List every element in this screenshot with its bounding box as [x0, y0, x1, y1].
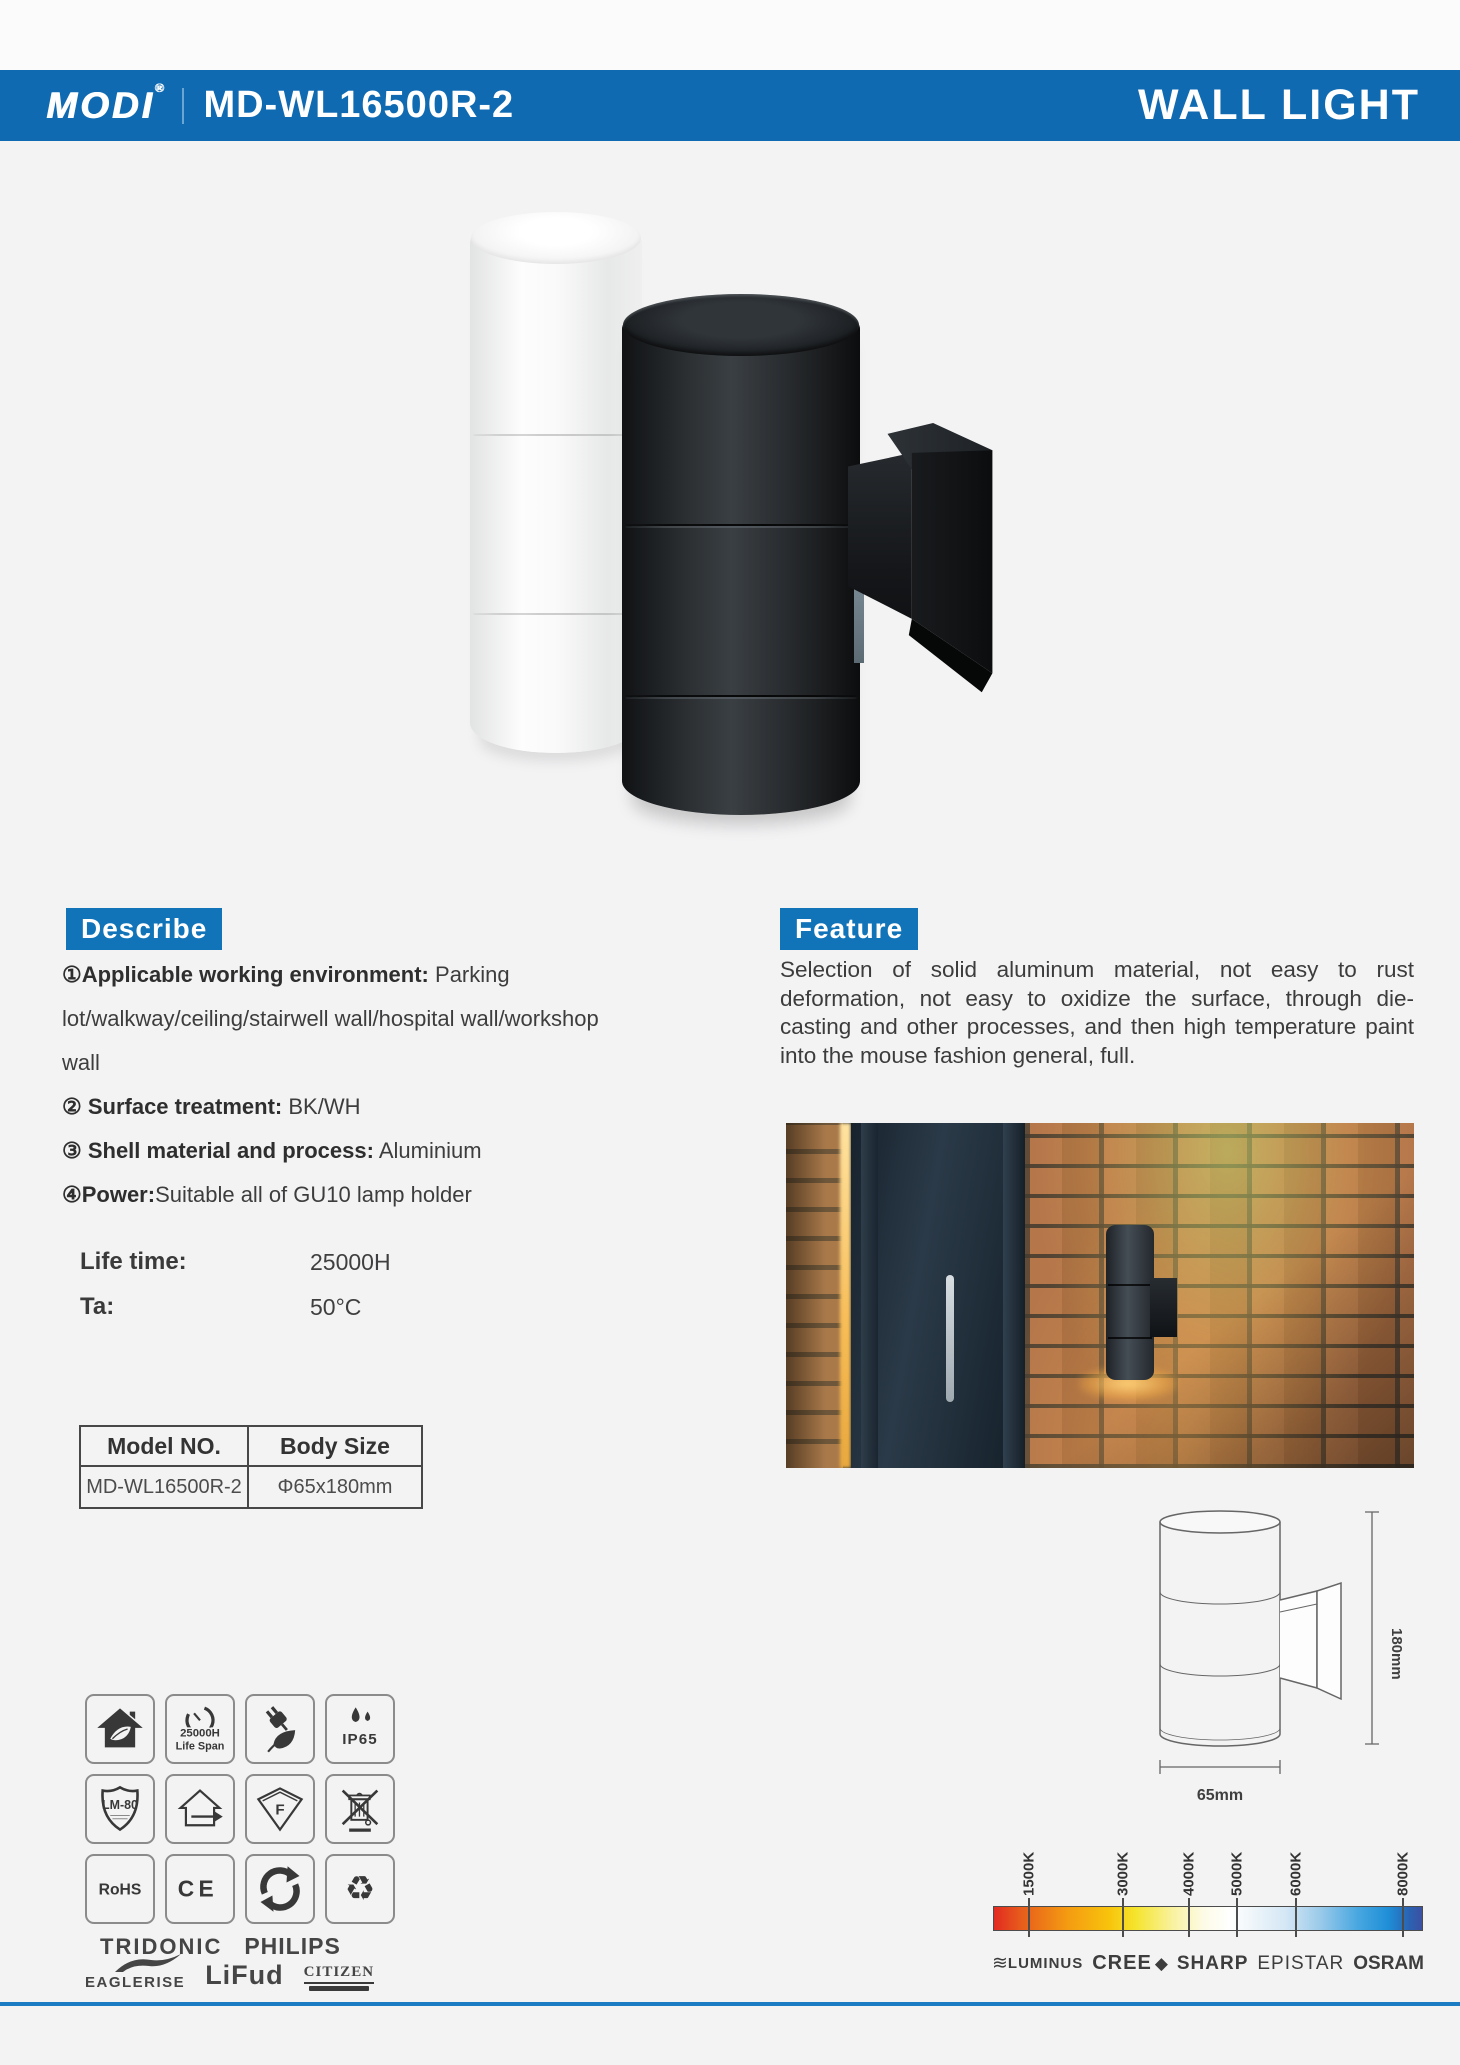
white-light-top-cap: [471, 212, 641, 264]
describe-section-title: Describe: [66, 908, 222, 950]
svg-text:25000H: 25000H: [180, 1727, 220, 1740]
dimension-drawing: [1105, 1492, 1405, 1812]
svg-text:CE: CE: [177, 1875, 218, 1902]
header-bar: [0, 70, 1460, 141]
epistar-logo: EPISTAR: [1257, 1952, 1345, 1974]
seam-line: [473, 613, 639, 615]
page-title: WALL LIGHT: [1138, 81, 1420, 129]
tridonic-logo: TRIDONIC: [100, 1934, 223, 1959]
citizen-tagline-bar: [309, 1986, 370, 1991]
brand-logo: [46, 80, 167, 127]
philips-logo: PHILIPS: [244, 1933, 341, 1959]
ta-label: Ta:: [80, 1293, 115, 1320]
energy-saving-plug-icon: [245, 1694, 315, 1764]
photo-fixture-bracket: [1150, 1278, 1176, 1337]
table-row: [80, 1466, 422, 1508]
lm80-shield-icon: [85, 1774, 155, 1844]
white-wall-light: [470, 213, 642, 753]
eaglerise-logo: EAGLERISE: [85, 1960, 185, 1991]
black-light-top-cap: [623, 294, 859, 356]
lifespan-icon: [165, 1694, 235, 1764]
black-wall-light: [622, 295, 860, 815]
sharp-logo: SHARP: [1176, 1952, 1249, 1974]
table-cell-bodysize: Φ65x180mm: [248, 1466, 422, 1508]
table-cell-model: MD-WL16500R-2: [80, 1466, 248, 1508]
svg-text:180mm: 180mm: [1388, 1628, 1405, 1680]
table-header-bodysize: Body Size: [248, 1426, 422, 1466]
life-time-row: [80, 1248, 560, 1276]
bottom-rule: [0, 2002, 1460, 2006]
recyclable-icon: ♻: [325, 1854, 395, 1924]
application-photo: [786, 1123, 1414, 1468]
ct-tick: [1122, 1898, 1124, 1937]
driver-partner-logos-row2: [85, 1960, 415, 1991]
seam-line: [1108, 1284, 1152, 1286]
top-margin-strip: [0, 0, 1460, 70]
eco-house-icon: [85, 1694, 155, 1764]
ip65-icon: [325, 1694, 395, 1764]
ct-label-8000k: 8000K: [1394, 1851, 1412, 1896]
luminus-swoosh-icon: ≋: [992, 1953, 1006, 1974]
f-mark-icon: [245, 1774, 315, 1844]
ct-tick: [1236, 1898, 1238, 1937]
photo-window-frame: [861, 1123, 877, 1468]
ct-tick: [1402, 1898, 1404, 1937]
photo-wall-light-fixture: [1106, 1225, 1154, 1380]
describe-item: ①Applicable working environment: Parking lot/walkway/ceiling/stairwell wall/hospital wall/workshop wall: [62, 962, 599, 1075]
osram-logo: OSRAM: [1353, 1952, 1424, 1974]
describe-item: ④Power:Suitable all of GU10 lamp holder: [62, 1182, 472, 1207]
photo-brick-column: [786, 1123, 843, 1468]
color-temperature-scale: [993, 1836, 1423, 1940]
table-header-row: [80, 1426, 422, 1466]
luminus-logo: ≋ LUMINUS: [992, 1953, 1084, 1974]
seam-line: [625, 524, 857, 526]
ct-label-6000k: 6000K: [1287, 1851, 1305, 1896]
seam-line: [473, 434, 639, 436]
ct-tick: [1295, 1898, 1297, 1937]
seam-line: [625, 695, 857, 697]
svg-text:RoHS: RoHS: [98, 1881, 142, 1899]
photo-led-strip-glow: [840, 1123, 851, 1468]
ct-tick: [1028, 1898, 1030, 1937]
wall-mount-bracket: [848, 423, 1000, 695]
svg-text:LM-80: LM-80: [102, 1798, 138, 1812]
ct-label-3000k: 3000K: [1114, 1851, 1132, 1896]
life-time-value: 25000H: [310, 1249, 391, 1275]
led-chip-brand-logos: [992, 1952, 1424, 1975]
eagle-swoosh-icon: [113, 1952, 183, 1974]
feature-section-title: Feature: [780, 908, 918, 950]
certification-grid: [85, 1694, 405, 1924]
describe-list: [62, 953, 630, 1217]
photo-door-handle: [946, 1275, 954, 1403]
ct-tick: [1188, 1898, 1190, 1937]
svg-text:Life Span: Life Span: [175, 1740, 225, 1753]
svg-text:65mm: 65mm: [1196, 1787, 1244, 1804]
photo-window-frame: [1003, 1123, 1025, 1468]
ct-label-4000k: 4000K: [1180, 1851, 1198, 1896]
ta-value: 50°C: [310, 1294, 362, 1320]
lifud-logo: LiFud: [205, 1960, 284, 1990]
header-divider: [182, 88, 184, 124]
product-image: [430, 175, 1030, 840]
citizen-logo: CITIZEN: [304, 1964, 374, 1991]
registered-mark: ®: [154, 80, 167, 95]
color-temperature-gradient-bar: [993, 1906, 1423, 1931]
indoor-use-house-icon: [165, 1774, 235, 1844]
model-size-table: [79, 1425, 423, 1509]
table-header-model: Model NO.: [80, 1426, 248, 1466]
photo-brick-wall: [1025, 1123, 1414, 1468]
feature-text: Selection of solid aluminum material, not easy to rust deformation, not easy to oxidize the surface, through die-casting and other processes, and then high temperature paint into the mouse fashion general, full.: [780, 957, 1414, 1068]
svg-text:F: F: [275, 1801, 285, 1819]
weee-bin-icon: [325, 1774, 395, 1844]
svg-text:IP65: IP65: [342, 1731, 378, 1749]
seam-line: [1108, 1337, 1152, 1339]
ct-label-1500k: 1500K: [1020, 1851, 1038, 1896]
life-time-label: Life time:: [80, 1248, 187, 1275]
model-number: MD-WL16500R-2: [203, 84, 515, 126]
cree-diamond-icon: ◆: [1154, 1953, 1168, 1973]
describe-item: ② Surface treatment: BK/WH: [62, 1094, 361, 1119]
ta-row: [80, 1293, 560, 1321]
describe-item: ③ Shell material and process: Aluminium: [62, 1138, 482, 1163]
green-dot-icon: [245, 1854, 315, 1924]
rohs-icon: [85, 1854, 155, 1924]
brand-text: MODI: [46, 84, 155, 126]
ce-mark-icon: [165, 1854, 235, 1924]
cree-logo: CREE ◆: [1092, 1952, 1168, 1974]
ct-label-5000k: 5000K: [1228, 1851, 1246, 1896]
